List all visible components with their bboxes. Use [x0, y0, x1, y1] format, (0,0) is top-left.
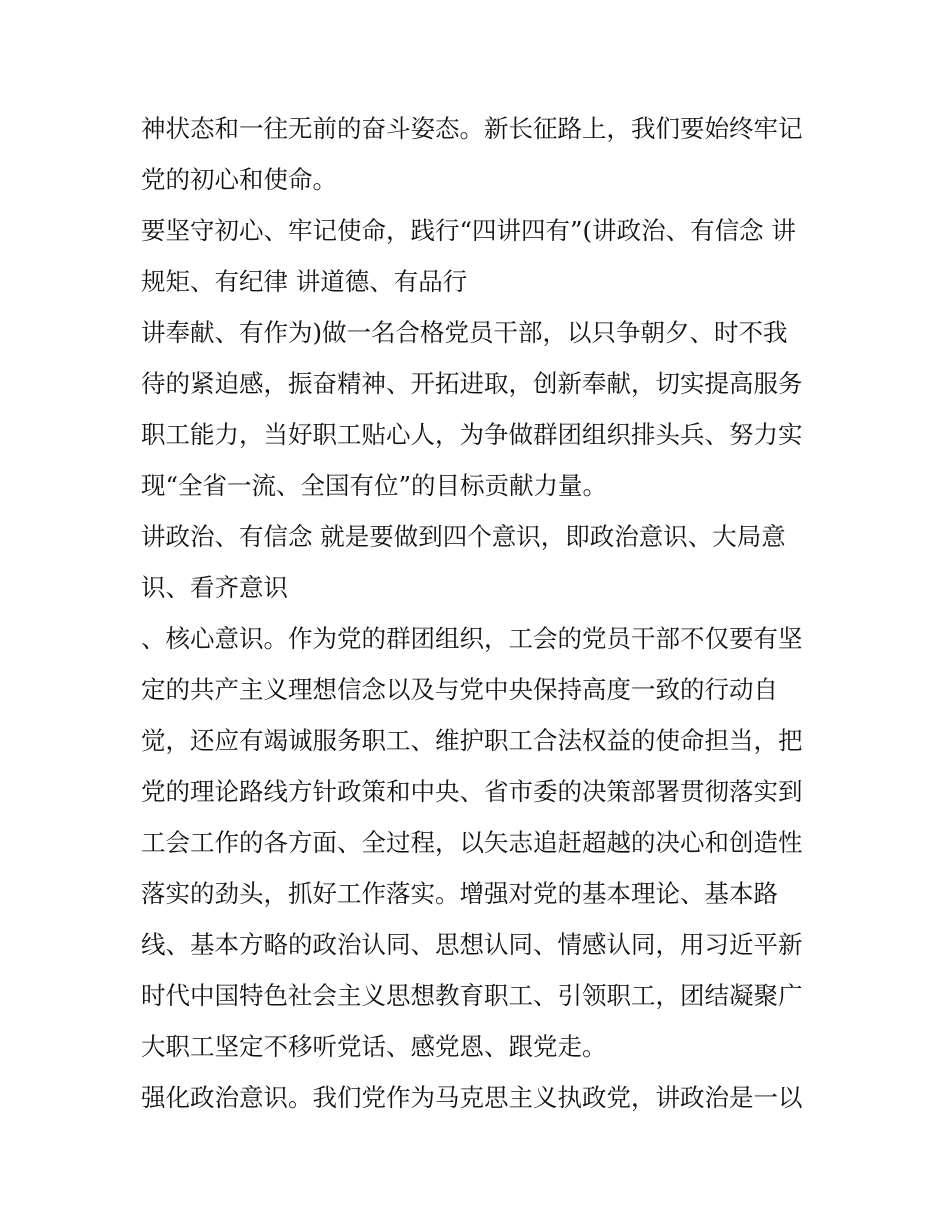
text-line: 强化政治意识。我们党作为马克思主义执政党，讲政治是一以 — [141, 1083, 803, 1112]
text-line: 定的共产主义理想信念以及与党中央保持高度一致的行动自 — [141, 675, 778, 704]
text-line: 识、看齐意识 — [141, 573, 288, 602]
text-line: 职工能力，当好职工贴心人，为争做群团组织排头兵、努力实 — [141, 420, 803, 449]
text-line: 规矩、有纪律 讲道德、有品行 — [141, 267, 468, 296]
text-line: 觉，还应有竭诚服务职工、维护职工合法权益的使命担当，把 — [141, 726, 803, 755]
text-line: 待的紧迫感，振奋精神、开拓进取，创新奉献，切实提高服务 — [141, 369, 803, 398]
text-line: 要坚守初心、牢记使命，践行“四讲四有”(讲政治、有信念 讲 — [141, 216, 796, 245]
text-line: 落实的劲头，抓好工作落实。增强对党的基本理论、基本路 — [141, 879, 778, 908]
text-line: 讲政治、有信念 就是要做到四个意识，即政治意识、大局意 — [141, 522, 786, 551]
text-line: 大职工坚定不移听党话、感党恩、跟党走。 — [141, 1032, 607, 1061]
text-line: 现“全省一流、全国有位”的目标贡献力量。 — [141, 471, 608, 500]
text-line: 党的理论路线方针政策和中央、省市委的决策部署贯彻落实到 — [141, 777, 803, 806]
text-line: 工会工作的各方面、全过程，以矢志追赶超越的决心和创造性 — [141, 828, 803, 857]
text-line: 讲奉献、有作为)做一名合格党员干部，以只争朝夕、时不我 — [141, 318, 788, 347]
text-line: 线、基本方略的政治认同、思想认同、情感认同，用习近平新 — [141, 930, 803, 959]
text-line: 、核心意识。作为党的群团组织，工会的党员干部不仅要有坚 — [141, 624, 803, 653]
text-line: 时代中国特色社会主义思想教育职工、引领职工，团结凝聚广 — [141, 981, 803, 1010]
text-line: 党的初心和使命。 — [141, 165, 337, 194]
text-line: 神状态和一往无前的奋斗姿态。新长征路上，我们要始终牢记 — [141, 114, 803, 143]
